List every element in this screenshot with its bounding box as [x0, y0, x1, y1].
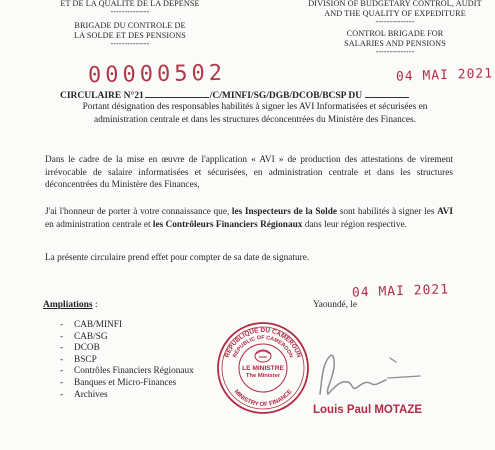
circular-reference — [60, 89, 440, 101]
p2-controleurs: les Contrôleurs Financiers Régionaux — [152, 219, 303, 230]
seal-emblem-icon — [255, 350, 271, 362]
header-left — [40, 0, 220, 47]
header-left-divider: -------------- — [110, 7, 150, 16]
header-right-line3: CONTROL BRIGADE FOR — [346, 29, 444, 38]
header-right — [300, 0, 490, 55]
seal-top-text-en: REPUBLIC OF CAMEROON — [232, 334, 294, 359]
p2-g: dans leur région respective. — [302, 219, 407, 230]
header-left-line2: BRIGADE DU CONTROLE DE — [74, 21, 186, 30]
handwritten-signature — [300, 350, 460, 400]
paragraph-intro: Dans le cadre de la mise en œuvre de l'application « AVI » de production des attestations de virement irrévocable de salaire informatisées et sécurisées, en administration centrale et dans les structures déconcentrées du Ministère des Finances, — [45, 155, 453, 191]
circular-date-blank — [365, 89, 409, 98]
p2-inspecteurs: les Inspecteurs de la Solde — [231, 207, 338, 217]
circular-number-blank — [145, 89, 209, 98]
date-stamp-top: 04 MAI 2021 — [395, 66, 494, 85]
circular-ref: /C/MINFI/SG/DGB/DCOB/BCSP DU — [209, 91, 363, 101]
signatory-name: Louis Paul MOTAZE — [313, 404, 423, 416]
header-right-line4: SALARIES AND PENSIONS — [344, 39, 446, 48]
circular-label: CIRCULAIRE N°21 — [60, 91, 144, 101]
paragraph-effect: La présente circulaire prend effet pour compter de sa date de signature. — [45, 253, 310, 263]
ministry-seal — [213, 318, 313, 418]
ampliations-colon: : — [92, 300, 98, 310]
ampliations-heading — [43, 300, 98, 310]
circular-number-stamp: 00000502 — [87, 60, 227, 89]
p2-e: en administration centrale et — [45, 219, 153, 230]
ampliation-item: - CAB/SG — [60, 332, 240, 344]
header-left-divider-2: -------------- — [110, 39, 150, 48]
seal-minister-label: LE MINISTRE — [242, 365, 284, 372]
header-right-divider: -------------- — [375, 17, 415, 26]
paragraph-designation — [45, 206, 453, 231]
ampliation-item: - CAB/MINFI — [60, 320, 240, 332]
date-stamp-signature: 04 MAI 2021 — [351, 282, 450, 301]
ampliation-item: - Archives — [60, 390, 240, 402]
seal-top-text: REPUBLIQUE DU CAMEROUN — [223, 326, 303, 359]
header-right-divider-2: -------------- — [375, 47, 415, 56]
p2-a: J'ai l'honneur de porter à votre connaissance que, — [45, 207, 232, 217]
p2-avi: AVI — [437, 207, 453, 217]
header-left-line3: LA SOLDE ET DES PENSIONS — [74, 31, 186, 40]
header-left-line1: ET DE LA QUALITE DE LA DEPENSE — [60, 0, 200, 8]
subject: Portant désignation des responsables habilités à signer les AVI Informatisées et sécurisées en administration centrale et dans les structures déconcentrées du Ministère des Finances. — [82, 102, 428, 125]
place-date-label: Yaoundé, le — [313, 300, 357, 310]
ampliation-item: - DCOB — [60, 343, 240, 355]
ampliation-item: - BSCP — [60, 355, 240, 367]
seal-minister-label-en: The Minister — [245, 373, 281, 379]
ampliations-title: Ampliations — [43, 300, 93, 310]
ampliation-item: - Banques et Micro-Finances — [60, 378, 240, 390]
header-right-line1: DIVISION OF BUDGETARY CONTROL, AUDIT — [308, 0, 482, 8]
header-right-line2: AND THE QUALITY OF EXPEDITURE — [324, 9, 466, 18]
p2-c: sont habilités à signer les — [337, 207, 438, 217]
ampliation-item: - Contrôles Financiers Régionaux — [60, 366, 240, 378]
seal-bottom-text: MINISTRY OF FINANCE — [232, 388, 294, 409]
